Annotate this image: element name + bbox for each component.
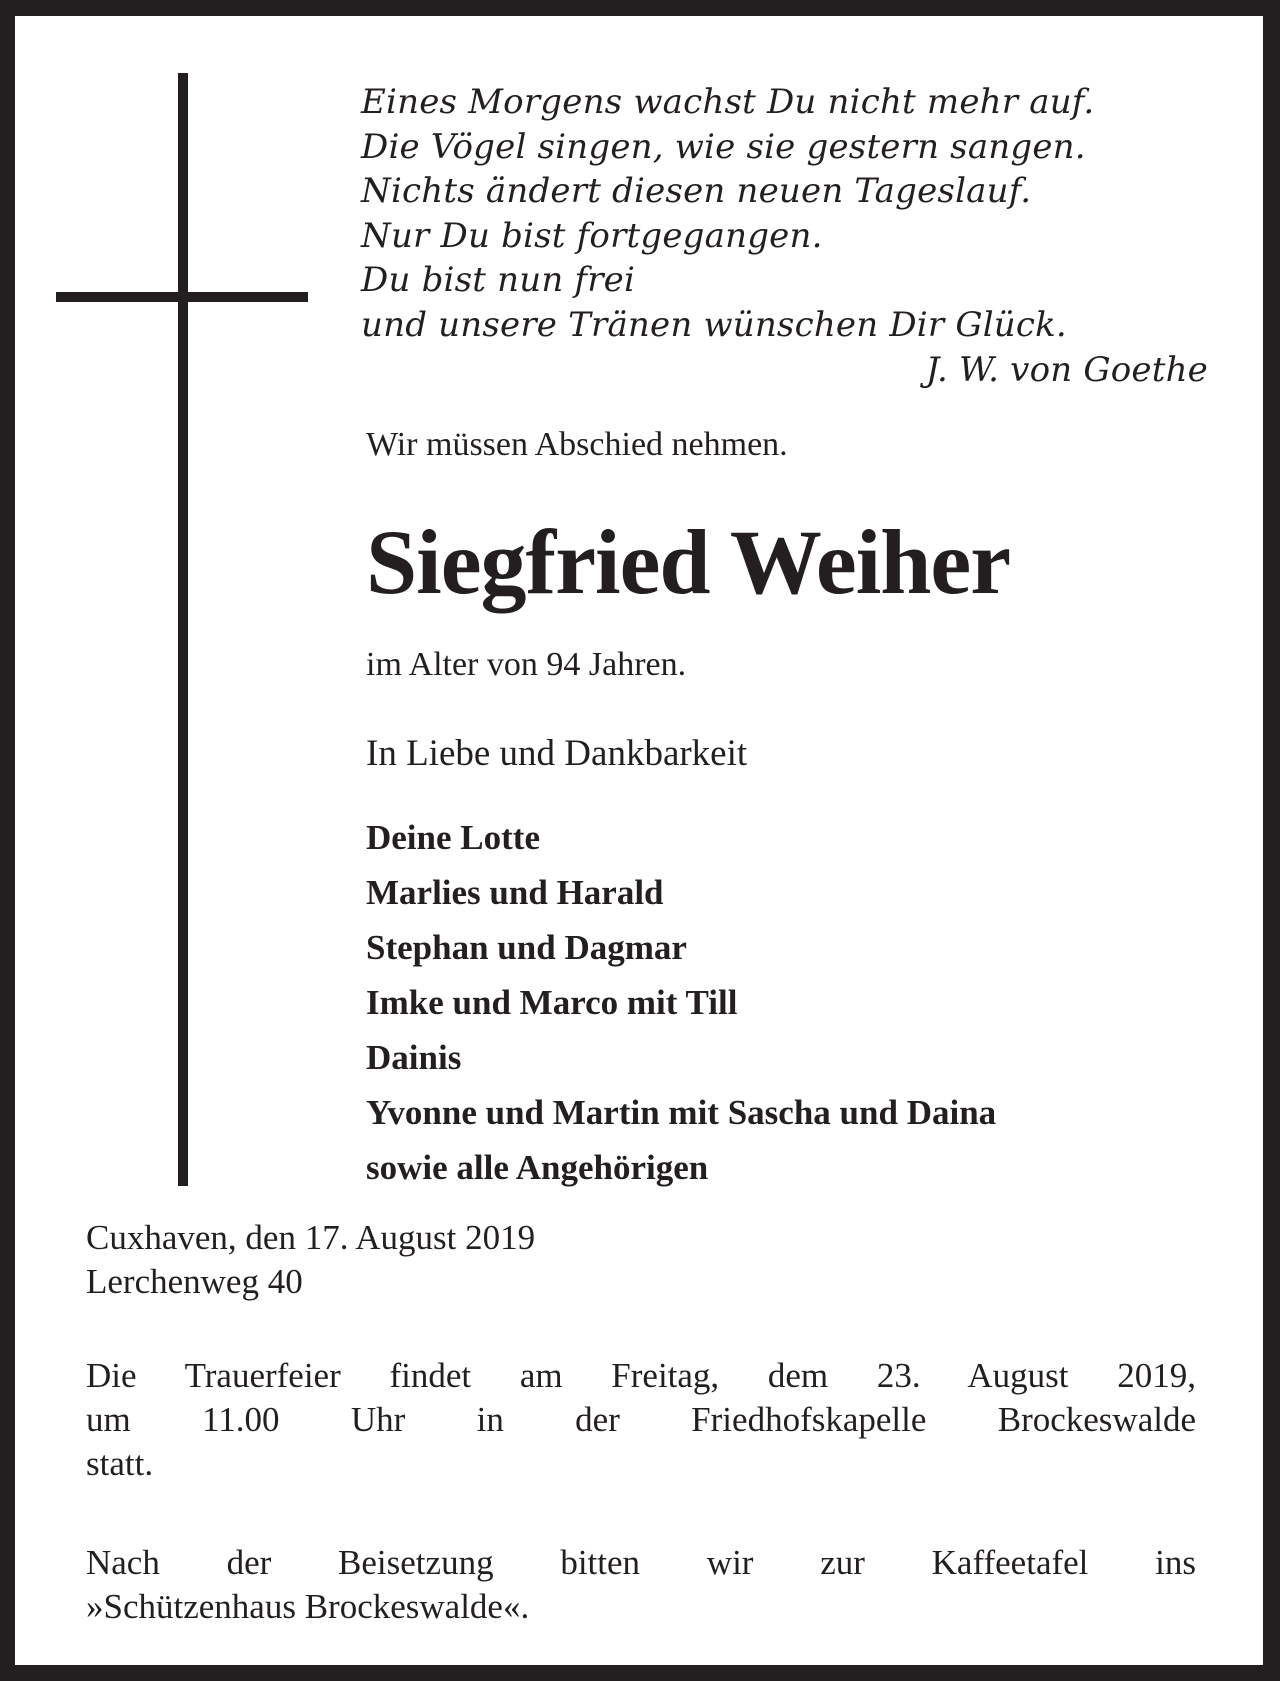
mourner: Deine Lotte [366, 818, 540, 857]
service-line: statt. [86, 1444, 154, 1483]
mourner: Dainis [366, 1038, 462, 1077]
mourner: Yvonne und Martin mit Sascha und Daina [366, 1093, 997, 1132]
poem-quote [361, 80, 1208, 392]
service-line: Die Trauerfeier findet am Freitag, dem 23. August 2019, [86, 1356, 1196, 1395]
reception-info [86, 1541, 1196, 1629]
service-line: um 11.00 Uhr in der Friedhofskapelle Brockeswalde [86, 1400, 1196, 1439]
poem-line: Die Vögel singen, wie sie gestern sangen. [361, 126, 1086, 167]
mourners-list [366, 810, 1216, 1195]
poem-line: Du bist nun frei [361, 260, 636, 301]
place-and-address [86, 1216, 1196, 1304]
mourner: Stephan und Dagmar [366, 928, 687, 967]
poem-line: Nur Du bist fortgegangen. [361, 215, 823, 256]
age-text: im Alter von 94 Jahren. [366, 646, 687, 683]
thanks-text: In Liebe und Dankbarkeit [366, 733, 748, 774]
mourner: Marlies und Harald [366, 873, 664, 912]
service-info [86, 1354, 1196, 1486]
poem-line: Nichts ändert diesen neuen Tageslauf. [361, 171, 1032, 212]
mourner: sowie alle Angehörigen [366, 1148, 709, 1187]
cross-icon-vertical-bar [178, 73, 188, 1186]
address: Lerchenweg 40 [86, 1262, 303, 1301]
obituary-card [15, 16, 1263, 1665]
mourner: Imke und Marco mit Till [366, 983, 738, 1022]
deceased-name: Siegfried Weiher [366, 511, 1011, 613]
reception-line: »Schützenhaus Brockeswalde«. [86, 1587, 530, 1626]
reception-line: Nach der Beisetzung bitten wir zur Kaffeetafel ins [86, 1543, 1196, 1582]
poem-line: und unsere Tränen wünschen Dir Glück. [361, 304, 1067, 345]
intro-text: Wir müssen Abschied nehmen. [366, 426, 788, 463]
cross-icon-horizontal-bar [56, 292, 308, 302]
poem-author: J. W. von Goethe [925, 349, 1208, 390]
poem-line: Eines Morgens wachst Du nicht mehr auf. [361, 82, 1095, 122]
place-date: Cuxhaven, den 17. August 2019 [86, 1218, 536, 1257]
